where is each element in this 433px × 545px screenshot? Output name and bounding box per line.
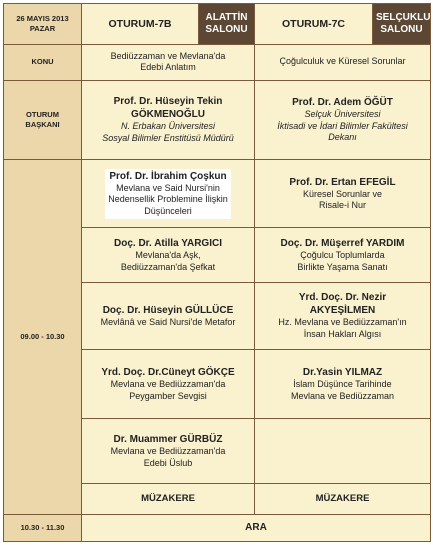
hall-alattin-line2: SALONU xyxy=(205,23,248,35)
talk-7b-1-highlight xyxy=(105,169,231,219)
break-row xyxy=(4,514,431,541)
hall-alattin xyxy=(199,4,255,45)
talk-7c-3 xyxy=(255,282,431,349)
discussion-7b: MÜZAKERE xyxy=(82,484,255,514)
talk-7b-1 xyxy=(82,160,255,228)
topic-7c-line1: Çoğulculuk ve Küresel Sorunlar xyxy=(279,56,406,67)
talk-7c-2 xyxy=(255,228,431,283)
chair-label-line1: OTURUM xyxy=(26,110,59,120)
chair-7b-affiliation-line2: Sosyal Bilimler Enstitüsü Müdürü xyxy=(102,132,234,143)
talk-7b-3-title-line1: Mevlânâ ve Said Nursi'de Metafor xyxy=(100,316,236,327)
talk-7b-1-title-line1: Mevlana ve Said Nursi'nin xyxy=(116,182,220,193)
chair-row xyxy=(4,80,431,160)
talk-7b-1-title-line2: Nedensellik Problemine İlişkin xyxy=(108,194,228,205)
chair-7b-affiliation-line1: N. Erbakan Üniversitesi xyxy=(120,121,216,132)
chair-label-line2: BAŞKANI xyxy=(25,119,60,129)
chair-7c xyxy=(255,80,431,160)
chair-label xyxy=(4,80,82,160)
schedule-table xyxy=(3,3,431,542)
talk-7b-1-speaker: Prof. Dr. İbrahim Çoşkun xyxy=(109,170,227,182)
talk-7b-3 xyxy=(82,282,255,349)
talk-7b-4-title-line2: Peygamber Sevgisi xyxy=(129,390,207,401)
topic-row xyxy=(4,44,431,80)
talk-7b-3-speaker: Doç. Dr. Hüseyin GÜLLÜCE xyxy=(102,304,234,316)
chair-7b-name-line2: GÖKMENOĞLU xyxy=(131,109,205,121)
talk-7b-1-title-line3: Düşünceleri xyxy=(144,206,192,217)
date-text: 26 MAYIS 2013 xyxy=(16,14,69,24)
chair-7c-affiliation-line3: Dekanı xyxy=(328,132,357,143)
chair-7c-name: Prof. Dr. Adem ÖĞÜT xyxy=(292,96,393,108)
break-label: ARA xyxy=(82,514,431,541)
talk-7c-1-title-line2: Risale-i Nur xyxy=(318,200,366,211)
topic-7b xyxy=(82,44,255,80)
hall-selcuklu xyxy=(373,4,431,45)
talk-7c-2-speaker: Doç. Dr. Müşerref YARDIM xyxy=(280,237,405,249)
chair-7c-affiliation-line2: İktisadi ve İdari Bilimler Fakültesi xyxy=(277,120,408,131)
talk-7c-1-title-line1: Küresel Sorunlar ve xyxy=(302,188,383,199)
break-time: 10.30 - 11.30 xyxy=(4,514,82,541)
talk-7c-4-speaker: Dr.Yasin YILMAZ xyxy=(302,366,383,378)
talk-7c-4-title-line1: İslam Düşünce Tarihinde xyxy=(293,378,392,389)
date-cell xyxy=(4,4,82,45)
talk-7c-2-title-line2: Birlikte Yaşama Sanatı xyxy=(297,261,388,272)
talk-7b-5 xyxy=(82,419,255,484)
talk-7c-1-speaker: Prof. Dr. Ertan EFEGİL xyxy=(289,176,396,188)
chair-7b xyxy=(82,80,255,160)
hall-selcuklu-line2: SALONU xyxy=(380,23,423,35)
chair-7c-affiliation-line1: Selçuk Üniversitesi xyxy=(304,108,381,119)
talk-7b-5-title-line2: Edebi Üslub xyxy=(143,457,193,468)
talk-7b-5-speaker: Dr. Muammer GÜRBÜZ xyxy=(113,434,223,446)
talk-7b-4-speaker: Yrd. Doç. Dr.Cüneyt GÖKÇE xyxy=(101,366,235,378)
topic-7b-line2: Edebi Anlatım xyxy=(140,62,196,73)
topic-7c xyxy=(255,44,431,80)
session-7b-title: OTURUM-7B xyxy=(82,4,199,45)
talk-7c-3-speaker-line2: AKYEŞİLMEN xyxy=(309,305,376,317)
talk-7c-4 xyxy=(255,350,431,419)
talk-7b-2-title-line2: Bediüzzaman'da Şefkat xyxy=(120,261,216,272)
talk-7c-5-empty xyxy=(255,419,431,484)
talk-7b-4 xyxy=(82,350,255,419)
talk-7b-5-title-line1: Mevlana ve Bediüzzaman'da xyxy=(110,446,226,457)
talk-7c-1 xyxy=(255,160,431,228)
talk-7b-2-title-line1: Mevlana'da Aşk, xyxy=(135,249,201,260)
discussion-7c: MÜZAKERE xyxy=(255,484,431,514)
talk-row-1 xyxy=(4,160,431,228)
talk-7c-3-speaker-line1: Yrd. Doç. Dr. Nezir xyxy=(298,292,387,304)
talk-7c-3-title-line2: İnsan Hakları Algısı xyxy=(303,328,382,339)
talk-7b-2 xyxy=(82,228,255,283)
topic-7b-line1: Bediüzzaman ve Mevlana'da xyxy=(110,50,226,61)
header-row xyxy=(4,4,431,45)
talk-7c-3-title-line1: Hz. Mevlana ve Bediüzzaman'ın xyxy=(278,317,407,328)
talk-7b-2-speaker: Doç. Dr. Atilla YARGICI xyxy=(114,237,222,249)
talk-7c-2-title-line1: Çoğulcu Toplumlarda xyxy=(300,249,385,260)
time-label: 09.00 - 10.30 xyxy=(4,160,82,514)
session-7c-title: OTURUM-7C xyxy=(255,4,373,45)
hall-alattin-line1: ALATTİN xyxy=(205,11,248,23)
day-text: PAZAR xyxy=(29,23,56,33)
hall-selcuklu-line1: SELÇUKLU xyxy=(376,11,431,23)
talk-7b-4-title-line1: Mevlana ve Bediüzzaman'da xyxy=(110,378,226,389)
topic-label: KONU xyxy=(4,44,82,80)
talk-7c-4-title-line2: Mevlana ve Bediüzzaman xyxy=(290,390,395,401)
chair-7b-name-line1: Prof. Dr. Hüseyin Tekin xyxy=(113,96,223,108)
